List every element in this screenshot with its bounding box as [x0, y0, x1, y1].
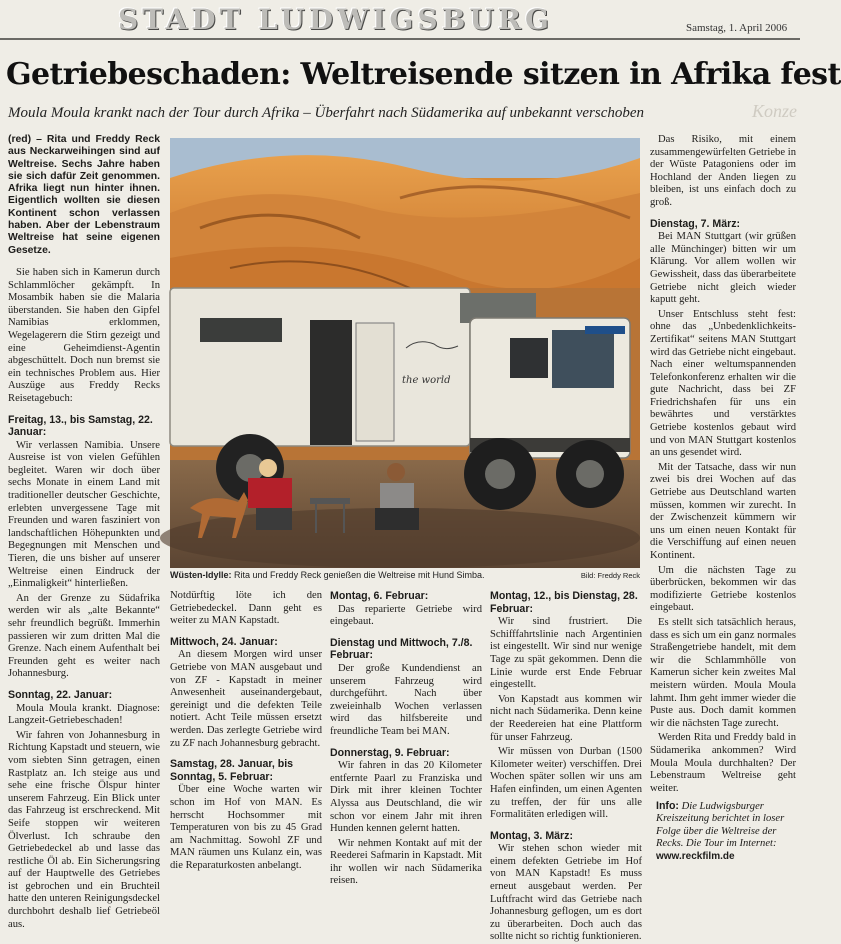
paragraph: Es stellt sich tatsächlich heraus, dass es sich um ein ganz normales Straßengetriebe handelt, mit dem wir die Schlammhölle von Kamerun sicher kein zweites Mal meistern würden. Moula Moula lahmt. Ihm geht immer wieder die Puste aus. Doch damit kommen wir die nächsten Tage zurecht.	[650, 616, 796, 729]
paragraph: Mit der Tatsache, dass wir nun zwei bis drei Wochen auf das Getriebe aus Deutschland warten müssen, kommen wir zurecht. In der Zwischenzeit kümmern wir uns um einen neuen Kontakt für die Verschiffung auf einen neuen Kontinent.	[650, 461, 796, 561]
date-heading: Freitag, 13., bis Samstag, 22. Januar:	[8, 413, 153, 439]
article-column-4	[490, 590, 642, 943]
subheadline: Moula Moula krankt nach der Tour durch Afrika – Überfahrt nach Südamerika auf unbekannt verschoben	[8, 105, 645, 121]
paragraph: Wir fahren in das 20 Kilometer entfernte Paarl zu Franziska und Dirk mit ihrer kleinen Tochter Alyssa aus Deutschland, die wir schon vor einem Jahr mit ihren Hunden kennen gelernt hatten.	[330, 760, 482, 835]
date-heading: Montag, 12., bis Dienstag, 28. Februar:	[490, 590, 638, 615]
paragraph: Wir sind frustriert. Die Schifffahrtslinie nach Argentinien ist eingestellt. Wir sind nur wenige Tage zu spät gekommen. Denn die Linie wurde erst Ende Februar eingestellt.	[490, 616, 642, 691]
paragraph: Moula Moula krankt. Diagnose: Langzeit-Getriebeschaden!	[8, 702, 160, 727]
paragraph: Unser Entschluss steht fest: ohne das „Unbedenklichkeits-Zertifikat“ seitens MAN Stuttgart wird das Getriebe nicht eingebaut. Nach einer weltumspannenden Telefonkonferenz erhalten wir die gute Nachricht, dass bei ZF Friedrichshafen für uns ein bewährtes und verstärktes Getriebe kostenlos gebaut wird und von MAN Stuttgart kostenlos an uns gesendet wird.	[650, 308, 796, 459]
paragraph: Das reparierte Getriebe wird eingebaut.	[330, 603, 482, 628]
intro-paragraph: (red) – Rita und Freddy Reck aus Neckarweihingen sind auf Weltreise. Sechs Jahre haben sie sich dafür Zeit genommen. Afrika liegt nun hinter ihnen. Eigentlich wollten sie diesen Kontinent schon verlassen haben. Aber der Lebenstraum Weltreise hat seine eigenen Gesetze.	[8, 134, 160, 256]
article-column-3	[330, 590, 482, 887]
paragraph: Von Kapstadt aus kommen wir nicht nach Südamerika. Denn keine der Reedereien hat eine Plattform für unser Fahrzeug.	[490, 693, 642, 743]
paragraph: Notdürftig löte ich den Getriebedeckel. Dann geht es weiter zu MAN Kapstadt.	[170, 590, 322, 627]
truck-lettering: the world	[402, 375, 451, 386]
paragraph: Wir verlassen Namibia. Unsere Ausreise ist von vielen Gefühlen begleitet. Waren wir doch über sechs Monate in einem Land mit traditioneller deutscher Geschichte, erlebten unvergessene Tage mit Freunden und waren fasziniert von landschaftlichen Höhepunkten und Begegnungen mit Menschen und Tieren, die uns bisher auf unserer Weltreise einen Eindruck der „Einmaligkeit“ hinterließen.	[8, 439, 160, 590]
photo-credit: Bild: Freddy Reck	[580, 571, 640, 580]
photo-caption	[170, 570, 640, 580]
date-heading: Dienstag und Mittwoch, 7./8. Februar:	[330, 636, 473, 662]
paragraph: Über eine Woche warten wir schon im Hof von MAN. Es herrscht Hochsommer mit Temperaturen von bis zu 45 Grad am Nachmittag. Sowohl ZF und MAN räumen uns Kulanz ein, was die Reparaturkosten anbelangt.	[170, 784, 322, 871]
masthead-rule	[0, 38, 800, 40]
paragraph: An diesem Morgen wird unser Getriebe von MAN ausgebaut und von ZF - Kapstadt in meiner Anwesenheit auseinandergebaut, gereinigt und die defekten Teile notiert. Acht Teile müssen ersetzt werden. Das zerlegte Getriebe wird zu ZF nach Johannesburg gebracht.	[170, 649, 322, 749]
headline: Getriebeschaden: Weltreisende sitzen in Afrika fest	[6, 57, 841, 92]
article-column-1	[8, 134, 160, 930]
article-column-5	[650, 134, 796, 814]
date-heading: Dienstag, 7. März:	[650, 217, 741, 230]
paragraph: Der große Kundendienst an unserem Fahrzeug wird durchgeführt. Nach über zweieinhalb Wochen verlassen wird das hilfsbereite und freundliche Team bei MAN.	[330, 662, 482, 737]
info-box	[656, 800, 798, 863]
caption-lead: Wüsten-Idylle:	[170, 570, 232, 580]
photo-desert-truck	[170, 138, 640, 568]
section-title: STADT LUDWIGSBURG	[118, 3, 553, 36]
issue-date: Samstag, 1. April 2006	[686, 22, 788, 34]
paragraph: An der Grenze zu Südafrika werden wir als „alte Bekannte“ sehr freundlich begrüßt. Immerhin passieren wir zum dritten Mal die Grenze. Nach einem Aufenthalt bei Freunden geht es weiter nach Johannesburg.	[8, 592, 160, 680]
paragraph: Um die nächsten Tage zu überbrücken, bekommen wir das modifizierte Getriebe kostenlos eingebaut.	[650, 564, 796, 614]
masthead	[0, 0, 800, 40]
paragraph: Bei MAN Stuttgart (wir grüßen alle Münchinger) bitten wir um Klärung. Vor allem wollen wir Gewissheit, dass das überarbeitete Getriebe nicht gleich wieder kaputt geht.	[650, 231, 796, 306]
paragraph: Sie haben sich in Kamerun durch Schlammlöcher gekämpft. In Mosambik haben sie die Malaria überstanden. Sie haben den Gipfel Namibias erklommen, Wegelagerern die Stirn gezeigt und eine Geheimdienst-Agentin abgeschüttelt. Doch nun bremst sie ein technisches Problem aus. Hier Auszüge aus Freddy Recks Reisetagebuch:	[8, 266, 160, 404]
date-heading: Montag, 3. März:	[490, 829, 573, 842]
date-heading: Mittwoch, 24. Januar:	[170, 635, 278, 648]
paragraph: Wir fahren von Johannesburg in Richtung Kapstadt und steuern, wie vom siebten Sinn getragen, einen Rastplatz an. Ich steige aus und sehe eine frische Ölspur hinter unserem Fahrzeug. Ein Blick unter das Fahrzeug ist erschreckend. Mit Seife stoppen wir weiteren Ölverlust. Ich schraube den Getriebedeckel ab und lasse das restliche Öl ab. Ein Sicherungsring auf der Hauptwelle des Getriebes ist gebrochen und ein Bruchteil hatte den unteren Reinigungsdeckel durchbohrt deshalb lief Getriebeöl aus.	[8, 729, 160, 930]
info-text: Die Ludwigsburger Kreiszeitung berichtet in loser Folge über die Weltreise der Recks. Die Tour im Internet:	[656, 801, 785, 850]
photo-illustration	[170, 138, 640, 568]
paragraph: Das Risiko, mit einem zusammengewürfelten Getriebe in der Wüste Patagoniens oder im Hochland der Anden liegen zu bleiben, ist uns einfach doch zu groß.	[650, 134, 796, 208]
paragraph: Wir stehen schon wieder mit einem defekten Getriebe im Hof von MAN Kapstadt! Es muss erneut ausgebaut werden. Per Luftfracht wird das Getriebe nach Johannesburg geflogen, um es dort zu überarbeiten. Doch auch das sollte nicht so richtig funktionieren.	[490, 843, 642, 943]
date-heading: Samstag, 28. Januar, bis Sonntag, 5. Februar:	[170, 758, 294, 783]
paragraph: Wir müssen von Durban (1500 Kilometer weiter) verschiffen. Drei Wochen später sollen wir uns am Hafen einfinden, um einen Agenten zu treffen, der für uns alle Formalitäten erledigen will.	[490, 746, 642, 821]
date-heading: Donnerstag, 9. Februar:	[330, 746, 450, 759]
paragraph: Werden Rita und Freddy bald in Südamerika ankommen? Wird Moula Moula durchhalten? Der Lebenstraum Weltreise geht weiter.	[650, 732, 796, 794]
caption-text: Rita und Freddy Reck genießen die Weltreise mit Hund Simba.	[234, 570, 485, 580]
article-column-2	[170, 590, 322, 871]
paragraph: Wir nehmen Kontakt auf mit der Reederei Safmarin in Kapstadt. Mit ihr wollen wir nach Südamerika reisen.	[330, 837, 482, 887]
website-link[interactable]: www.reckfilm.de	[656, 850, 735, 862]
info-label: Info:	[656, 800, 679, 812]
date-heading: Montag, 6. Februar:	[330, 590, 429, 602]
date-heading: Sonntag, 22. Januar:	[8, 688, 113, 701]
margin-fragment: Konze	[752, 101, 797, 121]
